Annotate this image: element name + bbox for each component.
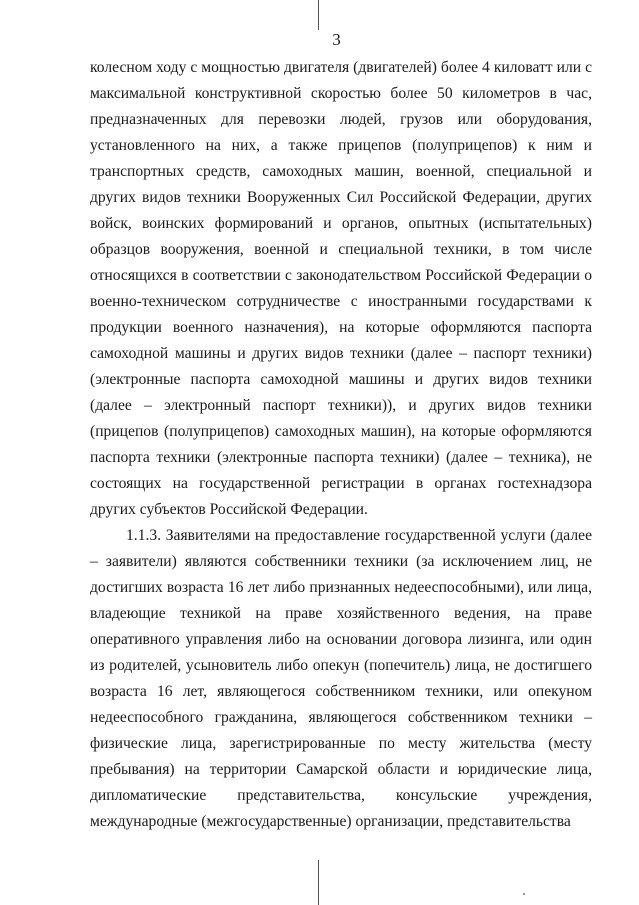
page-number: 3: [332, 30, 341, 49]
fold-line-bottom: [318, 860, 319, 905]
paragraph-vehicle-types: колесном ходу с мощностью двигателя (двигателей) более 4 киловатт или с максимальной конструктивной скоростью более 50 километров в час, предназначенных для перевозки людей, грузов или оборудования, установленного на них, а также прицепов (полуприцепов) к ним и транспортных средств, самоходных машин, военной, специальной и других видов техники Вооруженных Сил Российской Федерации, других войск, воинских формирований и органов, опытных (испытательных) образцов вооружения, военной и специальной техники, в том числе относящихся в соответствии с законодательством Российской Федерации о военно-техническом сотрудничестве с иностранными государствами к продукции военного назначения), на которые оформляются паспорта самоходной машины и других видов техники (далее – паспорт техники) (электронные паспорта самоходной машины и других видов техники (далее – электронный паспорт техники)), и других видов техники (прицепов (полуприцепов) самоходных машин), на которые оформляются паспорта техники (электронные паспорта техники) (далее – техника), не состоящих на государственной регистрации в органах гостехнадзора других субъектов Российской Федерации.: [90, 59, 592, 518]
scan-speck: [523, 893, 525, 895]
paragraph-applicants: 1.1.3. Заявителями на предоставление государственной услуги (далее – заявители) являются собственники техники (за исключением лиц, не достигших возраста 16 лет либо признанных недееспособными), или лица, владеющие техникой на праве хозяйственного ведения, на праве оперативного управления либо на основании договора лизинга, или один из родителей, усыновитель либо опекун (попечитель) лица, не достигшего возраста 16 лет, являющегося собственником техники, или опекуном недееспособного гражданина, являющегося собственником техники – физические лица, зарегистрированные по месту жительства (месту пребывания) на территории Самарской области и юридические лица, дипломатические представительства, консульские учреждения, международные (межгосударственные) организации, представительства: [90, 527, 592, 830]
fold-line-top: [318, 0, 319, 30]
